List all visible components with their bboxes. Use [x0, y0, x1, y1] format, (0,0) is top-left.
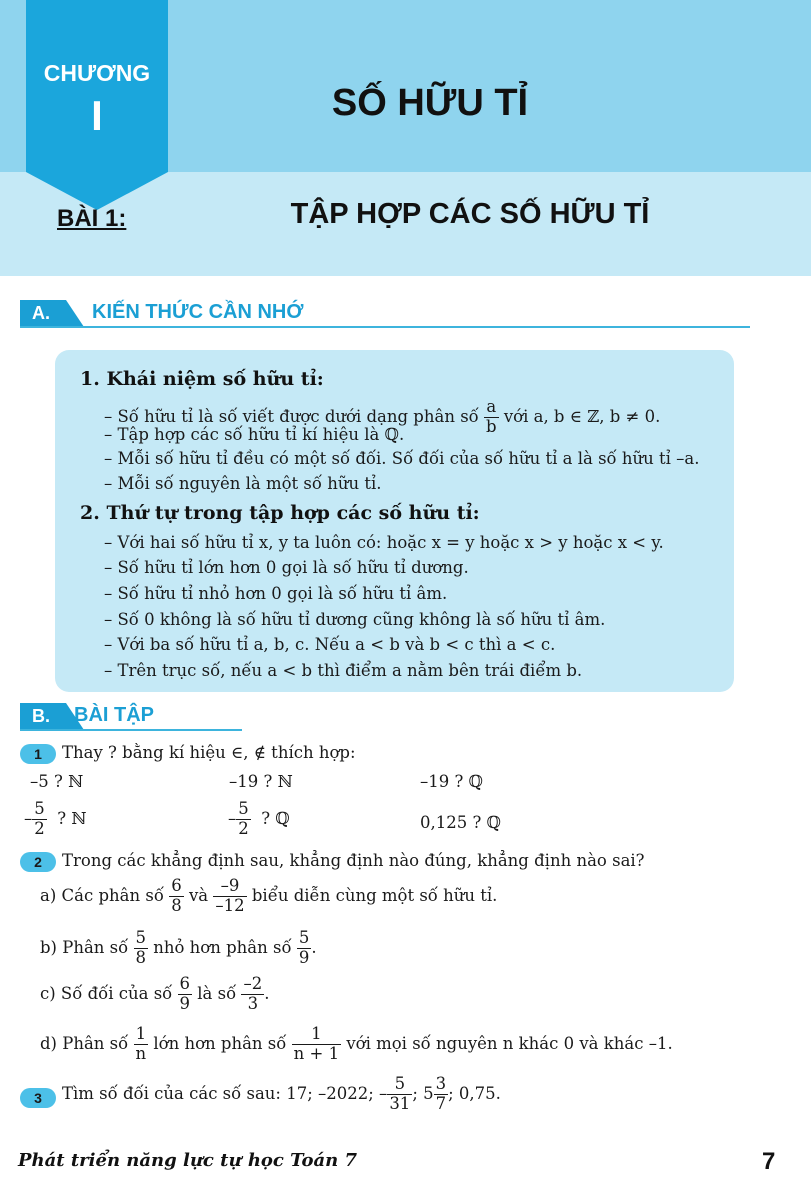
item-text: ; 5 — [412, 1083, 434, 1103]
page-number: 7 — [762, 1148, 776, 1175]
exercise-1-item-6: 0,125 ? ℚ — [420, 813, 501, 832]
fraction-denominator: –12 — [215, 895, 245, 915]
section-b-title: BÀI TẬP — [74, 704, 154, 726]
exercise-2-badge: 2 — [20, 852, 56, 872]
knowledge-line-3: – Mỗi số hữu tỉ đều có một số đối. Số đối của số hữu tỉ a là số hữu tỉ –a. — [104, 449, 700, 468]
fraction-6-over-8 — [169, 877, 184, 916]
fraction-numerator: 6 — [179, 974, 191, 993]
fraction-neg9-over-neg12 — [213, 877, 246, 916]
chapter-title: SỐ HỮU TỈ — [331, 82, 529, 124]
item-text: d) Phân số — [40, 1033, 129, 1053]
section-a-tag-arrow — [66, 300, 84, 327]
section-b-underline — [20, 729, 242, 731]
fraction-numerator: 3 — [435, 1074, 447, 1093]
knowledge-heading-2: 2. Thứ tự trong tập hợp các số hữu tỉ: — [80, 502, 480, 524]
section-a-tag: A. — [20, 300, 66, 327]
minus-sign: – — [228, 808, 237, 828]
fraction-neg2-over-3 — [241, 975, 264, 1014]
footer-book-title: Phát triển năng lực tự học Toán 7 — [18, 1150, 358, 1171]
exercise-1-prompt: Thay ? bằng kí hiệu ∈, ∉ thích hợp: — [62, 743, 356, 762]
fraction-denominator: 2 — [34, 818, 45, 838]
item-text: và — [188, 885, 209, 905]
fraction-numerator: –2 — [243, 974, 263, 993]
item-text: nhỏ hơn phân số — [153, 937, 292, 957]
fraction-5-over-9 — [297, 929, 312, 968]
fraction-denominator: b — [486, 416, 497, 436]
minus-sign: – — [24, 808, 33, 828]
fraction-a-over-b — [484, 398, 499, 437]
exercise-2-prompt: Trong các khẳng định sau, khẳng định nào đúng, khẳng định nào sai? — [62, 851, 645, 870]
fraction-numerator: 1 — [134, 1025, 149, 1045]
fraction-numerator: 5 — [387, 1075, 412, 1095]
item-text: . — [264, 983, 270, 1003]
fraction-denominator: 8 — [171, 895, 182, 915]
knowledge-line-4: – Mỗi số nguyên là một số hữu tỉ. — [104, 474, 382, 493]
fraction-numerator: 1 — [292, 1025, 341, 1045]
fraction-5-over-2 — [32, 800, 47, 839]
exercise-1-item-5-post: ? ℚ — [261, 808, 290, 828]
lesson-title: TẬP HỢP CÁC SỐ HỮU TỈ — [290, 198, 650, 230]
fraction-numerator: 5 — [135, 928, 146, 947]
fraction-denominator: 2 — [238, 818, 249, 838]
chapter-word: CHƯƠNG — [43, 60, 151, 86]
exercise-3-prompt — [62, 1075, 501, 1114]
fraction-numerator: 5 — [298, 928, 310, 947]
fraction-6-over-9 — [178, 975, 193, 1014]
fraction-1-over-n — [134, 1025, 149, 1064]
knowledge-line-1-pre: – Số hữu tỉ là số viết được dưới dạng phân số — [104, 406, 479, 426]
knowledge-line-7: – Số hữu tỉ nhỏ hơn 0 gọi là số hữu tỉ âm. — [104, 584, 448, 603]
item-text: là số — [197, 983, 237, 1003]
exercise-1-item-4 — [24, 800, 86, 839]
knowledge-line-9: – Với ba số hữu tỉ a, b, c. Nếu a < b và b < c thì a < c. — [104, 635, 556, 654]
exercise-2-item-b — [40, 929, 317, 968]
exercise-1-item-2: –19 ? ℕ — [229, 772, 293, 791]
item-text: lớn hơn phân số — [153, 1033, 287, 1053]
item-text: . — [311, 937, 317, 957]
fraction-3-over-7 — [434, 1075, 449, 1114]
chapter-number: I — [91, 92, 103, 139]
item-text: b) Phân số — [40, 937, 129, 957]
item-text: Tìm số đối của các số sau: 17; –2022; – — [62, 1083, 388, 1103]
exercise-1-item-4-post: ? ℕ — [57, 808, 87, 828]
fraction-denominator: 7 — [435, 1093, 447, 1113]
fraction-numerator: 6 — [171, 876, 182, 895]
fraction-1-over-n-plus-1 — [292, 1025, 341, 1064]
item-text: c) Số đối của số — [40, 983, 173, 1003]
exercise-1-item-1: –5 ? ℕ — [30, 772, 84, 791]
knowledge-line-8: – Số 0 không là số hữu tỉ dương cũng không là số hữu tỉ âm. — [104, 610, 606, 629]
knowledge-line-5: – Với hai số hữu tỉ x, y ta luôn có: hoặc x = y hoặc x > y hoặc x < y. — [104, 533, 664, 552]
exercise-1-badge: 1 — [20, 744, 56, 764]
fraction-numerator: 5 — [34, 799, 45, 818]
item-text: a) Các phân số — [40, 885, 164, 905]
fraction-5-over-31 — [387, 1075, 412, 1114]
fraction-denominator: 9 — [179, 993, 191, 1013]
fraction-numerator: –9 — [213, 877, 246, 897]
knowledge-line-6: – Số hữu tỉ lớn hơn 0 gọi là số hữu tỉ dương. — [104, 558, 469, 577]
knowledge-line-1-post: với a, b ∈ ℤ, b ≠ 0. — [503, 406, 661, 426]
fraction-5-over-2 — [236, 800, 251, 839]
fraction-denominator: 9 — [298, 947, 310, 967]
fraction-denominator: n + 1 — [293, 1043, 340, 1063]
exercise-2-item-a — [40, 877, 497, 916]
knowledge-line-2: – Tập hợp các số hữu tỉ kí hiệu là ℚ. — [104, 425, 405, 444]
fraction-denominator: n — [135, 1043, 147, 1063]
fraction-denominator: 31 — [389, 1093, 411, 1113]
item-text: với mọi số nguyên n khác 0 và khác –1. — [346, 1033, 673, 1053]
lesson-label: BÀI 1: — [57, 205, 127, 232]
exercise-2-item-c — [40, 975, 269, 1014]
fraction-denominator: 8 — [135, 947, 146, 967]
exercise-3-badge: 3 — [20, 1088, 56, 1108]
fraction-numerator: 5 — [238, 799, 249, 818]
exercise-1-item-3: –19 ? ℚ — [420, 772, 483, 791]
section-b-tag: B. — [20, 703, 66, 730]
item-text: ; 0,75. — [448, 1083, 501, 1103]
section-a-underline — [20, 326, 750, 328]
item-text: biểu diễn cùng một số hữu tỉ. — [251, 885, 498, 905]
exercise-1-item-5 — [228, 800, 290, 839]
knowledge-line-10: – Trên trục số, nếu a < b thì điểm a nằm bên trái điểm b. — [104, 661, 583, 680]
knowledge-heading-1: 1. Khái niệm số hữu tỉ: — [80, 368, 324, 390]
fraction-5-over-8 — [134, 929, 149, 968]
fraction-numerator: a — [484, 398, 499, 418]
section-a-title: KIẾN THỨC CẦN NHỚ — [92, 301, 304, 323]
exercise-2-item-d — [40, 1025, 673, 1064]
fraction-denominator: 3 — [247, 993, 259, 1013]
